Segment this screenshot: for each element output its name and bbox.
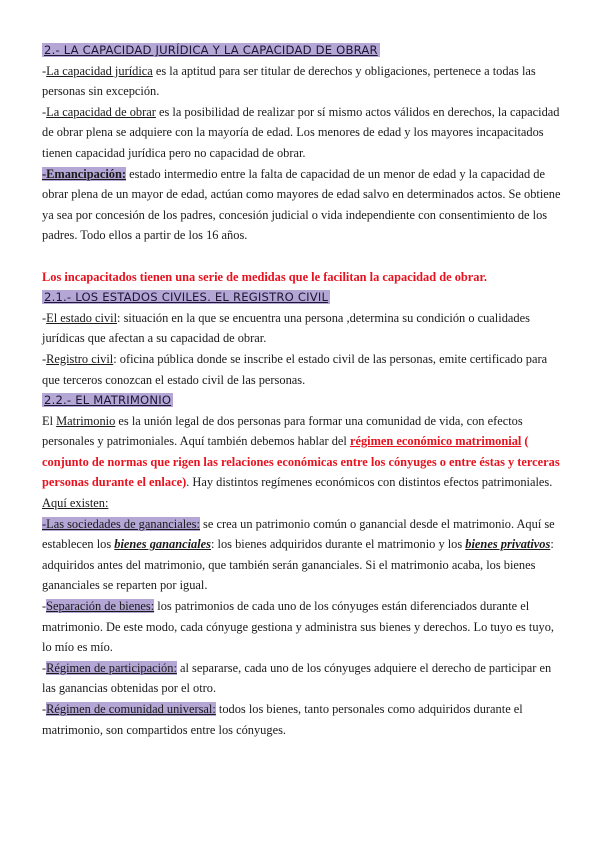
emancipacion-text: estado intermedio entre la falta de capacidad de un menor de edad y la capacidad de obrar plena de un mayor de edad, actúan como mayores de edad salvo en determinados actos. Se obtiene ya sea por concesión de los padres, concesión judicial o vida independiente con consentimiento de los padres. Todo ellos a partir de los 16 años. xyxy=(42,166,561,243)
registro-civil-paragraph xyxy=(42,349,562,390)
section-2-heading: 2.- LA CAPACIDAD JURÍDICA Y LA CAPACIDAD DE OBRAR xyxy=(44,43,378,57)
dash: - xyxy=(42,310,47,325)
estado-civil-term: El estado civil xyxy=(46,310,118,325)
estado-civil-paragraph xyxy=(42,308,562,349)
matrimonio-term: Matrimonio xyxy=(56,413,116,428)
comunidad-universal-paragraph xyxy=(42,699,562,740)
dash: - xyxy=(42,660,47,675)
blank-line xyxy=(42,246,562,267)
capacidad-obrar-text: es la posibilidad de realizar por sí mismo actos válidos en derechos, la capacidad de obrar plena se adquiere con la mayoría de edad. Los menores de edad y los mayores incapacitados tienen capacidad jurídica pero no capacidad de obrar. xyxy=(42,104,560,160)
section-2-heading-line xyxy=(42,40,562,61)
participacion-paragraph xyxy=(42,658,562,699)
capacidad-obrar-paragraph xyxy=(42,102,562,164)
dash: - xyxy=(42,702,47,716)
incapacitados-note: Los incapacitados tienen una serie de medidas que le facilitan la capacidad de obrar. xyxy=(42,269,487,284)
bienes-gananciales-term: bienes gananciales xyxy=(114,537,211,552)
separacion-term: Separación de bienes: xyxy=(46,599,155,614)
section-2-1-heading: 2.1.- LOS ESTADOS CIVILES. EL REGISTRO CIVIL xyxy=(44,290,329,305)
registro-civil-term: Registro civil xyxy=(46,351,114,366)
capacidad-juridica-term: La capacidad jurídica xyxy=(46,63,153,78)
participacion-term: Régimen de participación: xyxy=(46,660,177,675)
bienes-privativos-term: bienes privativos xyxy=(465,537,551,552)
document-page xyxy=(42,40,562,740)
gananciales-text-c: : adquiridos antes del matrimonio, que también serán gananciales. Si el matrimonio acaba, los bienes gananciales se reparten por igual. xyxy=(42,537,554,593)
regimen-economico-definition: ( conjunto de normas que rigen las relaciones económicas entre los cónyuges o entre éstas y terceras personas durante el enlace) xyxy=(42,434,560,490)
capacidad-juridica-text: es la aptitud para ser titular de derechos y obligaciones, pertenece a todas las personas sin excepción. xyxy=(42,63,536,99)
matrimonio-paragraph xyxy=(42,411,562,514)
matrimonio-intro-a: El xyxy=(42,413,57,428)
dash: - xyxy=(42,104,47,119)
separacion-paragraph xyxy=(42,596,562,658)
capacidad-obrar-term: La capacidad de obrar xyxy=(46,104,156,119)
capacidad-juridica-paragraph xyxy=(42,61,562,102)
comunidad-universal-text: todos los bienes, tanto personales como adquiridos durante el matrimonio, son compartidos entre los cónyuges. xyxy=(42,702,523,737)
gananciales-paragraph xyxy=(42,514,562,596)
dash: - xyxy=(42,351,47,366)
regimen-economico-term: régimen económico matrimonial xyxy=(349,434,522,449)
gananciales-term: -Las sociedades de gananciales: xyxy=(42,516,200,531)
estado-civil-text: : situación en la que se encuentra una persona ,determina su condición o cualidades jurídicas que afectan a su capacidad de obrar. xyxy=(42,310,530,346)
comunidad-universal-term: Régimen de comunidad universal: xyxy=(46,702,216,716)
emancipacion-term: -Emancipación: xyxy=(42,166,126,181)
participacion-text: al separarse, cada uno de los cónyuges adquiere el derecho de participar en las ganancias obtenidas por el otro. xyxy=(42,660,552,696)
matrimonio-intro-b: es la unión legal de dos personas para formar una comunidad de vida, con efectos personales y patrimoniales. Aquí también debemos hablar del xyxy=(42,413,523,449)
dash: - xyxy=(42,63,47,78)
registro-civil-text: : oficina pública donde se inscribe el estado civil de las personas, emite certificado para que terceros conozcan el estado civil de las personas. xyxy=(42,351,548,387)
separacion-text: los patrimonios de cada uno de los cónyuges están diferenciados durante el matrimonio. De este modo, cada cónyuge gestiona y administra sus bienes y derechos. Lo tuyo es tuyo, lo mío es mío. xyxy=(42,599,555,655)
dash: - xyxy=(42,599,47,614)
gananciales-text-a: se crea un patrimonio común o ganancial desde el matrimonio. Aquí se establecen los xyxy=(42,516,555,552)
matrimonio-intro-c: . Hay distintos regímenes económicos con distintos efectos patrimoniales. xyxy=(186,475,553,490)
section-2-2-heading-line xyxy=(42,390,562,411)
section-2-1-heading-line xyxy=(42,287,562,308)
emancipacion-paragraph xyxy=(42,164,562,246)
aqui-existen-label: Aquí existen: xyxy=(42,496,109,511)
gananciales-text-b: : los bienes adquiridos durante el matrimonio y los xyxy=(210,537,466,552)
section-2-2-heading: 2.2.- EL MATRIMONIO xyxy=(44,393,172,408)
